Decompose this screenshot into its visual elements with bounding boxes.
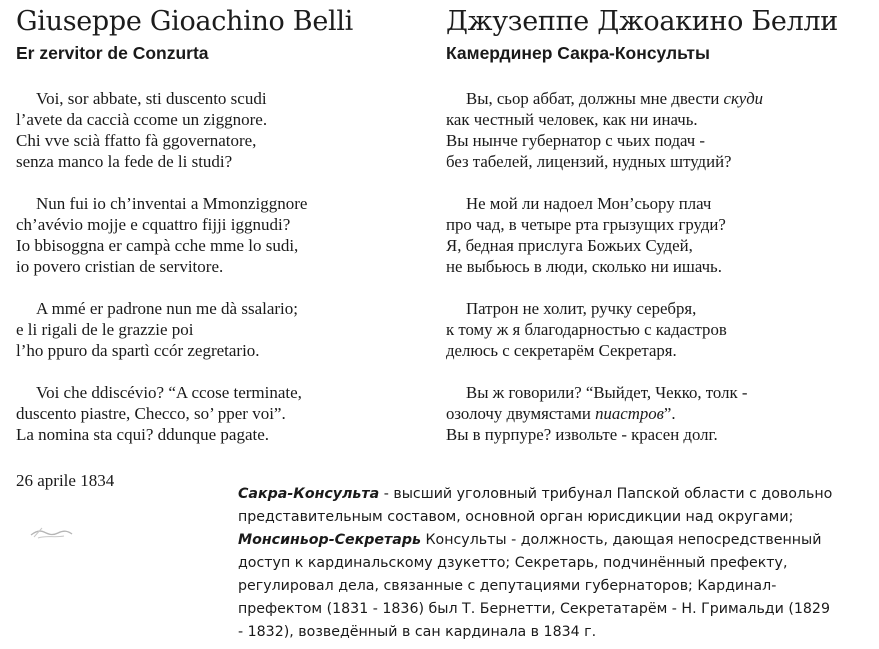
poem-line: duscento piastre, Checco, so’ pper voi”. [16,404,286,423]
poem-line: Chi vve scià ffatto fà ggovernatore, [16,131,257,150]
poem-line: не выбьюсь в люди, сколько ни ишачь. [446,257,722,276]
italian-column [16,0,426,490]
author-name-italian: Giuseppe Gioachino Belli [16,6,354,37]
poem-line: про чад, в четыре рта грызущих груди? [446,215,726,234]
poem-russian [446,88,876,466]
poem-line: io povero cristian de servitore. [16,257,224,276]
poem-line: без табелей, лицензий, нудных штудий? [446,152,732,171]
stanza-2 [16,193,426,277]
stanza-3 [16,298,426,361]
poem-title-russian: Камердинер Сакра-Консульты [446,43,710,63]
footnote-line: доступ к кардинальскому дзукетто; Секретарь, подчинённый префекту, [238,555,788,571]
poem-line: A mmé er padrone nun me dà ssalario; [36,299,299,318]
footnote [238,483,868,644]
footnote-line: - 1832), возведённый в сан кардинала в 1834 г. [238,624,597,640]
poem-line: Io bbisoggna er campà cche mme lo sudi, [16,236,299,255]
poem-line: делюсь с секретарём Секретаря. [446,341,677,360]
poem-line: ch’avévio mojje e cquattro fijji iggnudi? [16,215,291,234]
footnote-term: Монсиньор-Секретарь [238,532,421,548]
poem-line: l’ho ppuro da spartì ccór zegretario. [16,341,260,360]
poem-line: Voi, sor abbate, sti duscento scudi [36,89,267,108]
stanza-4 [446,382,876,445]
footnote-line: Сакра-Консульта - высший уголовный трибунал Папской области с довольно [238,486,833,502]
stanza-2 [446,193,876,277]
poem-line: Voi che ddiscévio? “A ccose terminate, [36,383,302,402]
stanza-1 [446,88,876,172]
footnote-line: регулировал дела, связанные с депутациями губернаторов; Кардинал- [238,578,777,594]
poem-line: senza manco la fede de li studi? [16,152,233,171]
stanza-4 [16,382,426,445]
poem-date: 26 aprile 1834 [16,471,115,490]
poem-line: Nun fui io ch’inventai a Mmonziggnore [36,194,308,213]
poem-line: как честный человек, как ни иначь. [446,110,698,129]
poem-line: Вы, сьор аббат, должны мне двести скуди [466,89,764,108]
signature-mark-icon [28,522,74,542]
poem-line: Вы ж говорили? “Выйдет, Чекко, толк - [466,383,748,402]
footnote-line: префектом (1831 - 1836) был Т. Бернетти, Секретатарём - Н. Гримальди (1829 [238,601,830,617]
poem-line: l’avete da caccià ccome un ziggnore. [16,110,268,129]
poem-line: La nomina sta cqui? ddunque pagate. [16,425,270,444]
poem-line: Вы в пурпуре? извольте - красен долг. [446,425,718,444]
poem-line: Я, бедная прислуга Божьих Судей, [446,236,693,255]
stanza-1 [16,88,426,172]
poem-line: к тому ж я благодарностью с кадастров [446,320,727,339]
poem-italian [16,88,426,466]
author-name-russian: Джузеппе Джоакино Белли [446,6,838,37]
poem-line: Патрон не холит, ручку серебря, [466,299,697,318]
stanza-3 [446,298,876,361]
poem-line: Вы нынче губернатор с чьих подач - [446,131,706,150]
poem-line: e li rigali de le grazzie poi [16,320,194,339]
footnote-term: Сакра-Консульта [238,486,380,502]
poem-title-italian: Er zervitor de Conzurta [16,43,209,63]
poem-line: озолочу двумястами пиастров”. [446,404,676,423]
poem-line: Не мой ли надоел Мон’сьору плач [466,194,712,213]
russian-column [446,0,876,444]
footnote-line: представительным составом, основной орган юрисдикции над округами; [238,509,794,525]
footnote-line: Монсиньор-Секретарь Консульты - должность, дающая непосредственный [238,532,822,548]
